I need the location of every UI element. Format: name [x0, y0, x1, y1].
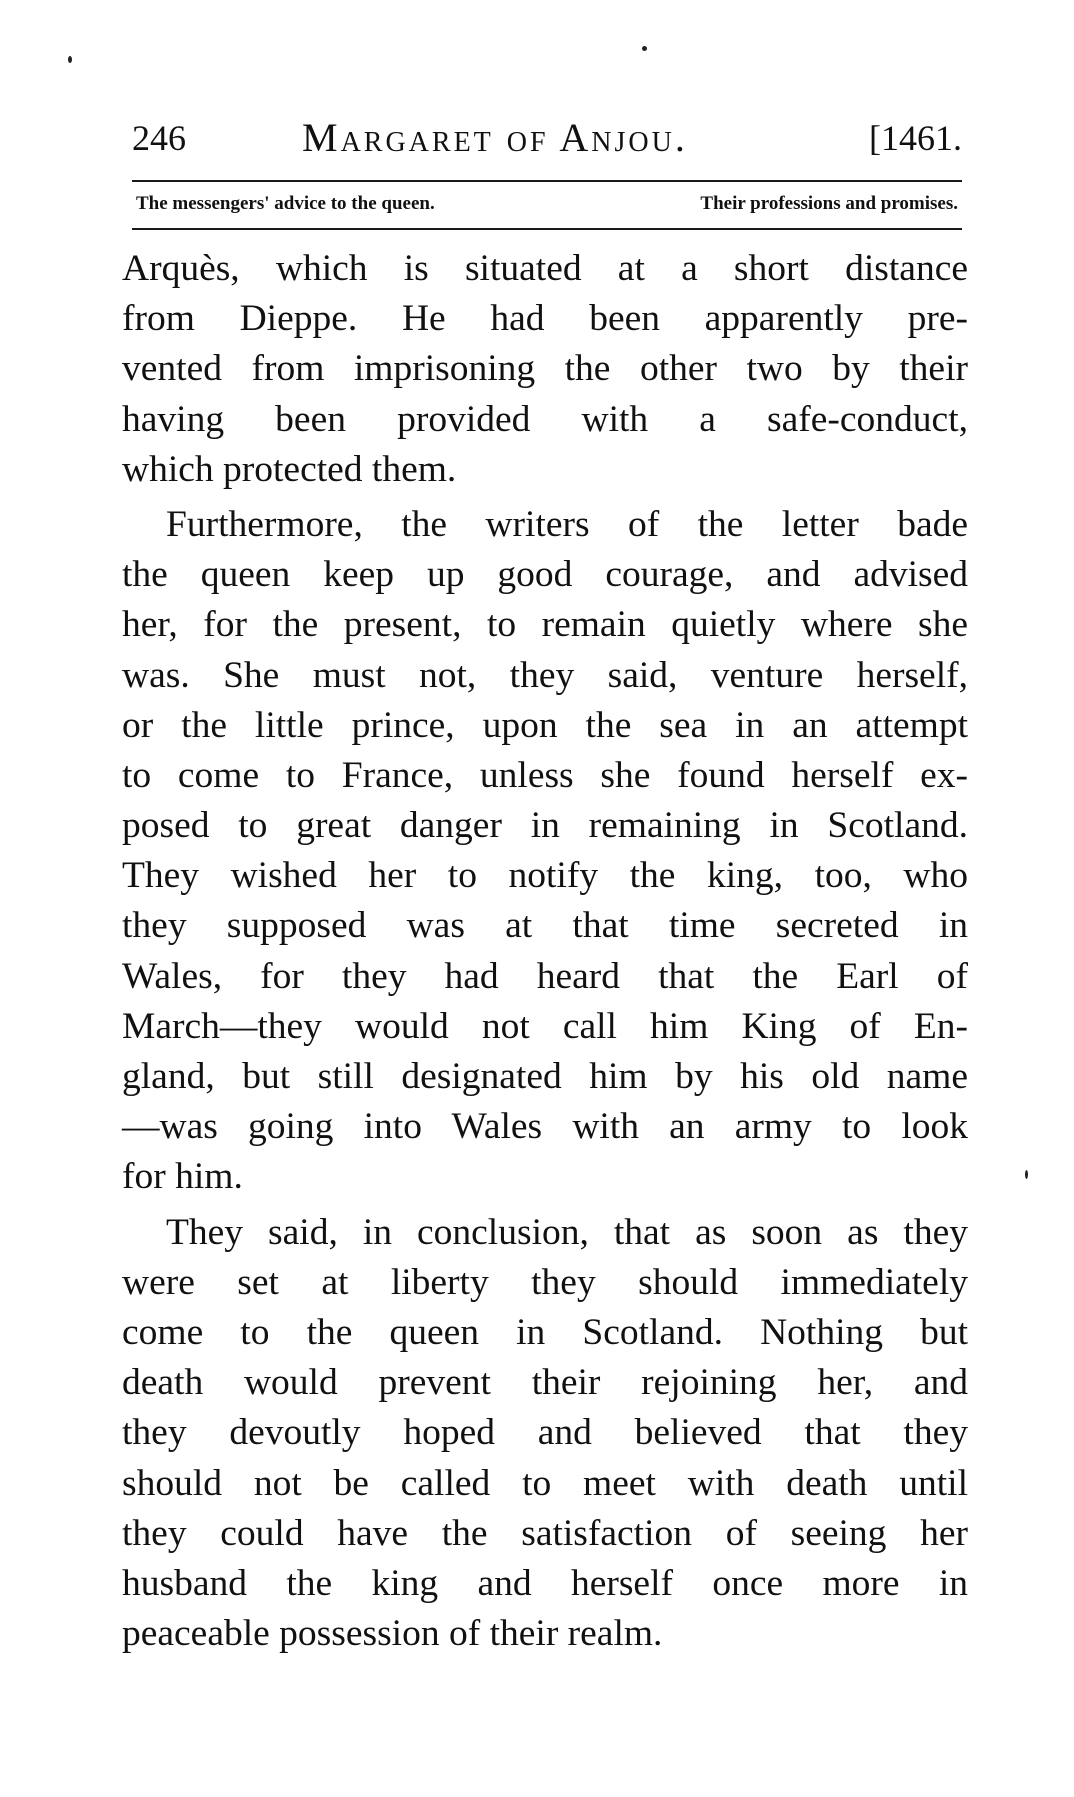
text-line: which protected them. — [122, 448, 457, 490]
text-line: they could have the satisfaction of seeing her — [122, 1512, 968, 1554]
summary-left: The messengers' advice to the queen. — [136, 193, 435, 214]
text-line: the queen keep up good courage, and advised — [122, 554, 968, 596]
text-line: for him. — [122, 1156, 243, 1198]
text-line: to come to France, unless she found herself ex- — [122, 754, 968, 796]
text-line: Arquès, which is situated at a short distance — [122, 248, 968, 289]
running-title: Margaret of Anjou. — [302, 115, 688, 160]
header-rule-bottom — [132, 228, 962, 230]
text-line: March—they would not call him King of En- — [122, 1005, 968, 1047]
chapter-summary — [132, 186, 962, 222]
summary-right: Their professions and promises. — [700, 193, 958, 214]
text-line: they supposed was at that time secreted in — [122, 905, 968, 947]
text-line: death would prevent their rejoining her, and — [122, 1362, 968, 1404]
ink-speck — [1025, 1170, 1028, 1179]
body-text — [122, 244, 968, 1659]
text-line: husband the king and herself once more in — [122, 1562, 968, 1604]
text-line: or the little prince, upon the sea in an attempt — [122, 704, 968, 746]
header-year: [1461. — [869, 118, 962, 158]
text-line: Furthermore, the writers of the letter bade — [166, 503, 968, 545]
text-line: her, for the present, to remain quietly where she — [122, 604, 968, 646]
text-line: Wales, for they had heard that the Earl of — [122, 955, 968, 997]
text-line: were set at liberty they should immediately — [122, 1261, 968, 1303]
text-line: was. She must not, they said, venture herself, — [122, 654, 968, 696]
text-line: having been provided with a safe-conduct, — [122, 398, 968, 440]
text-line: should not be called to meet with death until — [122, 1462, 968, 1504]
paragraph-1 — [122, 244, 968, 495]
ink-speck — [68, 56, 72, 63]
text-line: from Dieppe. He had been apparently pre- — [122, 298, 968, 340]
text-line: gland, but still designated him by his old name — [122, 1056, 968, 1097]
text-line: they devoutly hoped and believed that they — [122, 1412, 968, 1454]
ink-speck — [642, 46, 647, 51]
paragraph-3 — [122, 1208, 968, 1660]
header-rule-top — [132, 180, 962, 182]
page-number: 246 — [132, 118, 186, 158]
text-line: posed to great danger in remaining in Scotland. — [122, 805, 968, 847]
text-line: They said, in conclusion, that as soon as they — [166, 1211, 968, 1253]
text-line: vented from imprisoning the other two by their — [122, 348, 968, 390]
running-header — [132, 108, 962, 168]
paragraph-2 — [122, 500, 968, 1203]
text-line: They wished her to notify the king, too, who — [122, 855, 968, 897]
text-line: —was going into Wales with an army to look — [122, 1106, 968, 1148]
text-line: peaceable possession of their realm. — [122, 1613, 663, 1655]
text-line: come to the queen in Scotland. Nothing but — [122, 1311, 968, 1353]
